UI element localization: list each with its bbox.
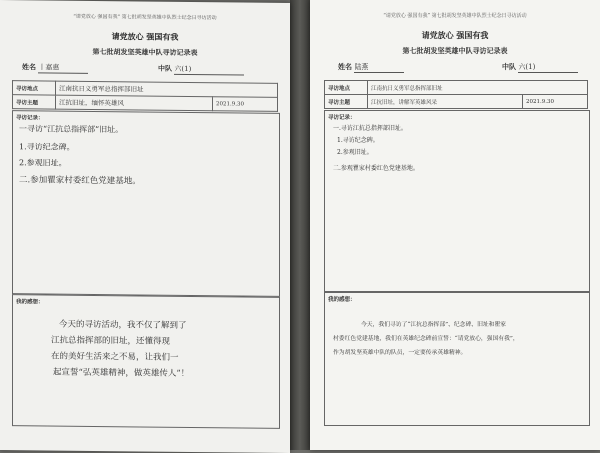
theme-label: 寻访主题 <box>325 95 368 109</box>
feeling-line: 作为胡发坚英雄中队的队员，一定要传承英雄精神。 <box>333 350 467 356</box>
feeling-line: 江抗总指挥部的旧址，还懂得现 <box>51 335 171 347</box>
name-row <box>22 62 88 74</box>
class-row <box>502 62 578 73</box>
date-value: 2021.9.30 <box>523 95 588 109</box>
class-value: 六(1) <box>174 64 244 76</box>
sheet-subtitle: 第七批胡发坚英雄中队寻访记录表 <box>92 47 198 58</box>
record-line: 二.参观瞿家村委红色党建基地。 <box>333 165 419 172</box>
theme-value: 江抗旧址，缅怀英雄风 <box>56 95 213 111</box>
sheet-title: 请党放心 强国有我 <box>111 32 179 42</box>
class-row <box>158 64 244 76</box>
name-label: 姓名 <box>22 63 36 72</box>
record-box <box>12 110 280 297</box>
theme-value: 江抗旧址，讲解军英雄风采 <box>368 95 523 109</box>
record-line: 二.参加瞿家村委红色党建基地。 <box>19 175 141 187</box>
right-record-sheet <box>310 0 600 450</box>
feeling-box <box>12 294 280 429</box>
record-line: 一寻访“江抗总指挥部”旧址。 <box>19 124 124 135</box>
record-line: 一.寻访江抗总指挥部旧址。 <box>333 125 407 132</box>
class-value: 六(1) <box>518 62 578 73</box>
left-record-sheet <box>0 0 290 453</box>
class-label: 中队 <box>502 63 516 71</box>
name-label: 姓名 <box>338 63 352 71</box>
place-label: 寻访地点 <box>325 81 368 95</box>
feeling-line: 今天的寻访活动，我不仅了解到了 <box>59 319 187 331</box>
feeling-line: 在的美好生活来之不易，让我们一 <box>51 351 179 363</box>
feeling-line: 今天，我们寻访了“江抗总指挥部”、纪念碑、旧址和瞿家 <box>361 322 507 328</box>
banner-text: “请党放心 强国有我” 第七批胡发坚英雄中队烈士纪念日寻访活动 <box>383 13 527 19</box>
record-line: 2.参观旧址。 <box>337 149 373 156</box>
record-box <box>324 110 590 292</box>
info-table <box>12 80 278 112</box>
name-row <box>338 62 404 73</box>
feeling-line: 村委红色党建基地，我们在英雄纪念碑前宣誓：“请党放心，强国有我”， <box>333 336 519 342</box>
record-line: 1.寻访纪念碑。 <box>19 142 75 152</box>
name-value: 陆燕 <box>354 62 404 73</box>
record-line: 2.参观旧址。 <box>19 158 67 168</box>
name-value: 丨嘉惠 <box>38 62 88 74</box>
sheet-subtitle: 第七批胡发坚英雄中队寻访记录表 <box>402 47 508 55</box>
feeling-box <box>324 292 590 426</box>
banner-text: “请党放心 强国有我” 第七批胡发坚英雄中队烈士纪念日寻访活动 <box>73 13 217 22</box>
date-value: 2021.9.30 <box>213 97 278 112</box>
feeling-line: 起宣誓“弘英雄精神，做英雄传人”！ <box>53 367 190 379</box>
theme-label: 寻访主题 <box>13 95 56 109</box>
place-value: 江南抗日义勇军总指挥部旧址 <box>368 81 588 95</box>
record-line: 1.寻访纪念碑。 <box>337 137 379 144</box>
feeling-label: 我的感想： <box>16 299 44 306</box>
feeling-label: 我的感想： <box>328 297 356 303</box>
class-label: 中队 <box>158 64 172 73</box>
place-label: 寻访地点 <box>13 81 56 95</box>
page-gutter <box>290 0 310 450</box>
record-label: 寻访记录： <box>328 115 356 121</box>
place-value: 江南抗日义勇军总指挥部旧址 <box>56 81 278 97</box>
info-table <box>324 80 588 109</box>
record-label: 寻访记录： <box>16 115 44 122</box>
sheet-title: 请党放心 强国有我 <box>421 31 489 40</box>
